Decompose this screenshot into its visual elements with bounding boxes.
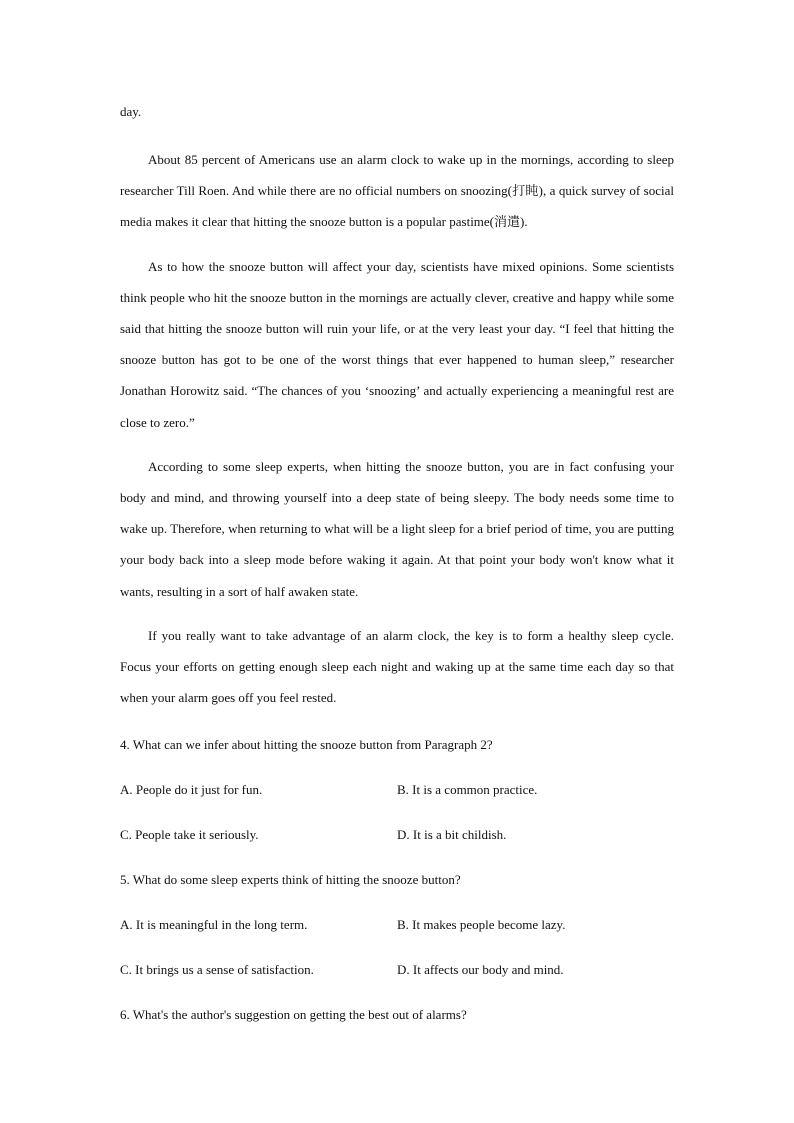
option-c: C. People take it seriously. xyxy=(120,827,259,843)
passage-paragraph-5: If you really want to take advantage of an alarm clock, the key is to form a healthy sleep cycle. Focus your efforts on getting enough sleep each night and waking up at the same time each day so that when your alarm goes off you feel rested. xyxy=(120,627,674,706)
question-4 xyxy=(120,734,674,846)
option-d: D. It is a bit childish. xyxy=(397,827,507,843)
passage-continuation: day. xyxy=(120,104,142,119)
question-stem: 6. What's the author's suggestion on getting the best out of alarms? xyxy=(120,1007,467,1023)
question-6 xyxy=(120,1004,674,1026)
question-stem: 4. What can we infer about hitting the snooze button from Paragraph 2? xyxy=(120,737,493,753)
option-a: A. People do it just for fun. xyxy=(120,782,263,798)
option-a: A. It is meaningful in the long term. xyxy=(120,917,308,933)
question-stem: 5. What do some sleep experts think of hitting the snooze button? xyxy=(120,872,461,888)
option-b: B. It is a common practice. xyxy=(397,782,538,798)
option-d: D. It affects our body and mind. xyxy=(397,962,564,978)
passage-paragraph-3: As to how the snooze button will affect your day, scientists have mixed opinions. Some scientists think people who hit the snooze button in the mornings are actually clever, creative and happy while some said that hitting the snooze button will ruin your life, or at the very least your day. “I feel that hitting the snooze button has got to be one of the worst things that ever happened to human sleep,” researcher Jonathan Horowitz said. “The chances of you ‘snoozing’ and actually experiencing a meaningful rest are close to zero.” xyxy=(120,258,674,430)
option-row xyxy=(120,914,674,936)
passage-paragraph-2: About 85 percent of Americans use an alarm clock to wake up in the mornings, according to sleep researcher Till Roen. And while there are no official numbers on snoozing(打盹), a quick survey of social media makes it clear that hitting the snooze button is a popular pastime(消遣). xyxy=(120,152,674,230)
option-row xyxy=(120,959,674,981)
option-row xyxy=(120,824,674,846)
document-content xyxy=(120,101,674,1049)
passage-paragraph-4: According to some sleep experts, when hitting the snooze button, you are in fact confusing your body and mind, and throwing yourself into a deep state of being sleepy. The body needs some time to wake up. Therefore, when returning to what will be a light sleep for a brief period of time, you are putting your body back into a sleep mode before waking it again. At that point your body won't know what it wants, resulting in a sort of half awaken state. xyxy=(120,458,674,599)
question-5 xyxy=(120,869,674,981)
option-row xyxy=(120,779,674,801)
option-b: B. It makes people become lazy. xyxy=(397,917,566,933)
option-c: C. It brings us a sense of satisfaction. xyxy=(120,962,314,978)
